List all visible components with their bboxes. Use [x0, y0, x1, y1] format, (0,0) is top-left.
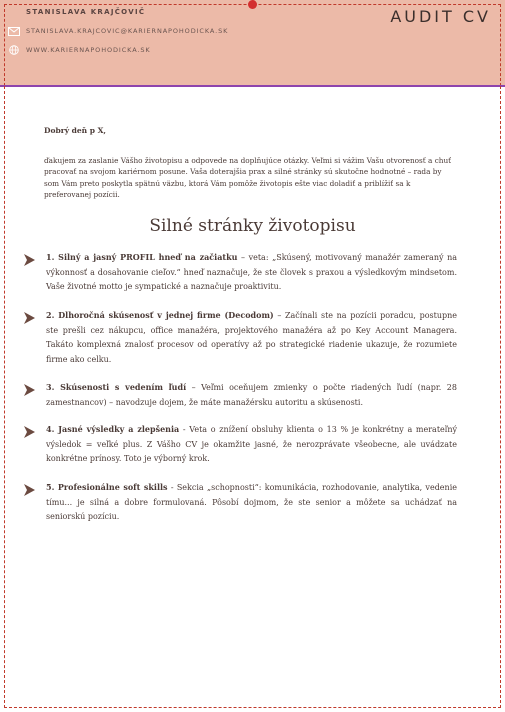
- greeting: Dobrý deň p X,: [44, 126, 107, 135]
- arrow-bullet-icon: [22, 383, 36, 397]
- page-border: [500, 86, 501, 708]
- strength-title: 2. Dlhoročná skúsenosť v jednej firme (Decodom): [46, 310, 274, 320]
- contact-website: [8, 45, 151, 55]
- website-text[interactable]: WWW.KARIERNAPOHODICKA.SK: [26, 46, 151, 54]
- letter-body: [44, 126, 458, 200]
- strength-text: [46, 308, 457, 367]
- strength-item: [22, 380, 462, 410]
- page-border: [4, 707, 501, 708]
- strength-text: [46, 422, 457, 467]
- contact-email: [8, 26, 228, 36]
- arrow-bullet-icon: [22, 483, 36, 497]
- strength-item: [22, 250, 462, 295]
- author-name: STANISLAVA KRAJČOVIČ: [26, 8, 146, 16]
- email-text[interactable]: STANISLAVA.KRAJCOVIC@KARIERNAPOHODICKA.SK: [26, 27, 229, 35]
- strength-body: – Veľmi oceňujem zmienky o počte riadených ľudí (napr. 28 zamestnancov) – navodzuje dojem, že máte manažérsku autoritu a skúsenosti.: [46, 383, 457, 407]
- strength-item: [22, 308, 462, 367]
- strength-title: 5. Profesionálne soft skills: [46, 482, 168, 492]
- page-border: [4, 86, 5, 708]
- globe-icon: [8, 45, 20, 55]
- arrow-bullet-icon: [22, 253, 36, 267]
- header-banner: [0, 0, 505, 86]
- strength-body: - Veta o znížení obsluhy klienta o 13 % je konkrétny a merateľný výsledok = veľké plus. Z Vášho CV je okamžite jasné, že nerozprávate všeobecne, ale uvádzate konkrétne prínosy. Toto je výborný krok.: [46, 425, 457, 464]
- header-divider: [0, 85, 505, 87]
- arrow-bullet-icon: [22, 311, 36, 325]
- strength-title: 4. Jasné výsledky a zlepšenia: [46, 424, 180, 434]
- strength-body: – Začínali ste na pozícii poradcu, postupne ste prešli cez nákupcu, office manažéra, projektového manažéra až po Key Account Managera. Takáto komplexná znalosť procesov od operatívy až po strategické riadenie ukazuje, že rozumiete firme ako celku.: [46, 311, 457, 364]
- strength-body: - Sekcia „schopnosti“: komunikácia, rozhodovanie, analytika, vedenie tímu... je silná a dobre formulovaná. Pôsobí dojmom, že ste senior a môžete sa uchádzať na seniorskú pozíciu.: [46, 483, 457, 522]
- strength-text: [46, 250, 457, 295]
- page-marker-dot: [248, 0, 257, 9]
- arrow-bullet-icon: [22, 425, 36, 439]
- strength-item: [22, 422, 462, 467]
- strength-body: – veta: „Skúsený, motivovaný manažér zameraný na výkonnosť a dosahovanie cieľov.“ hneď naznačuje, že ste človek s praxou a výsledkovým mindsetom. Vaše životné motto je sympatické a naznačuje proaktivitu.: [46, 253, 457, 292]
- strength-text: [46, 480, 457, 525]
- envelope-icon: [8, 26, 20, 36]
- strength-title: 3. Skúsenosti s vedením ľudí: [46, 382, 187, 392]
- document-title: AUDIT CV: [390, 7, 491, 26]
- strength-text: [46, 380, 457, 410]
- intro-paragraph: ďakujem za zaslanie Vášho životopisu a odpovede na doplňujúce otázky. Veľmi si vážim Vašu otvorenosť a chuť pracovať na svojom kariérnom posune. Vaša doterajšia prax a silné stránky sú skutočne hodnotné – rada by som Vám preto poskytla spätnú väzbu, ktorá Vám pomôže životopis ešte viac doladiť a priblížiť sa k preferovanej pozícii.: [44, 156, 452, 199]
- strength-item: [22, 480, 462, 525]
- strength-title: 1. Silný a jasný PROFIL hneď na začiatku: [46, 252, 238, 262]
- section-heading: Silné stránky životopisu: [149, 216, 356, 236]
